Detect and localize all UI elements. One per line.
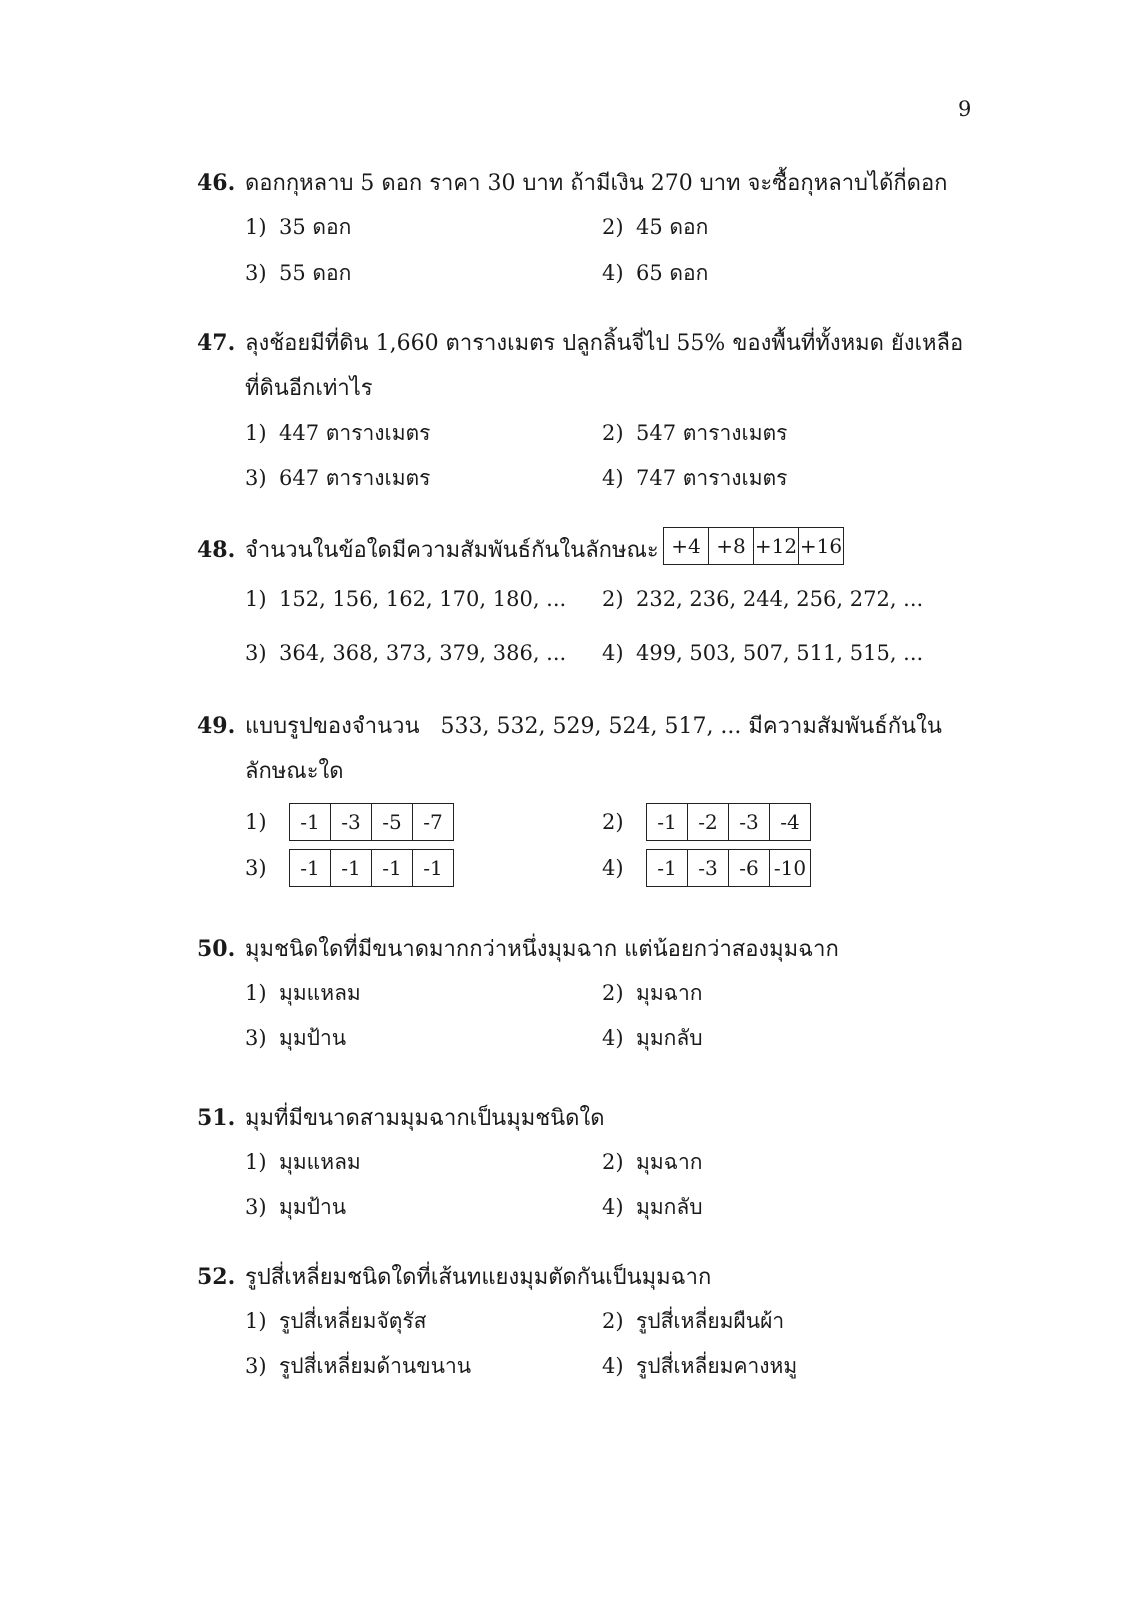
question-text: ดอกกุหลาบ 5 ดอก ราคา 30 บาท ถ้ามีเงิน 270 บาท จะซื้อกุหลาบได้กี่ดอก (245, 171, 948, 196)
question-47 (197, 325, 963, 360)
q47-option-3[interactable]: 3) 647 ตารางเมตร (245, 466, 431, 490)
q50-option-1[interactable]: 1) มุมแหลม (245, 981, 361, 1005)
q48-option-3[interactable]: 3) 364, 368, 373, 379, 386, ... (245, 641, 567, 665)
question-text: มุมชนิดใดที่มีขนาดมากกว่าหนึ่งมุมฉาก แต่น้อยกว่าสองมุมฉาก (245, 937, 839, 962)
question-50 (197, 931, 839, 966)
question-46 (197, 165, 948, 200)
question-number: 49. (197, 713, 236, 739)
q48-option-1[interactable]: 1) 152, 156, 162, 170, 180, ... (245, 587, 567, 611)
q51-option-2[interactable]: 2) มุมฉาก (602, 1150, 703, 1174)
q48-option-2[interactable]: 2) 232, 236, 244, 256, 272, ... (602, 587, 924, 611)
q50-option-2[interactable]: 2) มุมฉาก (602, 981, 703, 1005)
q51-option-3[interactable]: 3) มุมป้าน (245, 1195, 347, 1219)
page-number: 9 (958, 97, 972, 121)
question-text: มุมที่มีขนาดสามมุมฉากเป็นมุมชนิดใด (245, 1106, 605, 1131)
q52-option-4[interactable]: 4) รูปสี่เหลี่ยมคางหมู (602, 1354, 798, 1378)
question-number: 51. (197, 1105, 236, 1131)
question-49-continuation: ลักษณะใด (245, 759, 344, 784)
q48-option-4[interactable]: 4) 499, 503, 507, 511, 515, ... (602, 641, 924, 665)
q46-option-4[interactable]: 4) 65 ดอก (602, 261, 709, 285)
question-text: รูปสี่เหลี่ยมชนิดใดที่เส้นทแยงมุมตัดกันเป็นมุมฉาก (245, 1265, 712, 1290)
question-48 (197, 532, 659, 567)
question-number: 48. (197, 537, 236, 563)
question-text: จำนวนในข้อใดมีความสัมพันธ์กันในลักษณะ (245, 538, 659, 563)
q49-option-2[interactable]: 2) -1 -2 -3 -4 (602, 803, 811, 841)
question-text: ลุงช้อยมีที่ดิน 1,660 ตารางเมตร ปลูกลิ้นจี่ไป 55% ของพื้นที่ทั้งหมด ยังเหลือ (245, 331, 964, 356)
q47-option-4[interactable]: 4) 747 ตารางเมตร (602, 466, 788, 490)
pattern-box: +16 (798, 528, 843, 564)
pattern-box: +12 (753, 528, 798, 564)
q52-option-1[interactable]: 1) รูปสี่เหลี่ยมจัตุรัส (245, 1309, 427, 1333)
q51-option-4[interactable]: 4) มุมกลับ (602, 1195, 703, 1219)
option-boxes: -1 -3 -5 -7 (289, 803, 454, 841)
q46-option-3[interactable]: 3) 55 ดอก (245, 261, 352, 285)
question-number: 47. (197, 330, 236, 356)
q47-option-2[interactable]: 2) 547 ตารางเมตร (602, 421, 788, 445)
pattern-boxes (663, 527, 844, 565)
question-47-continuation: ที่ดินอีกเท่าไร (245, 376, 373, 401)
q46-option-1[interactable]: 1) 35 ดอก (245, 215, 352, 239)
pattern-box: +8 (708, 528, 753, 564)
q49-option-4[interactable]: 4) -1 -3 -6 -10 (602, 849, 811, 887)
q51-option-1[interactable]: 1) มุมแหลม (245, 1150, 361, 1174)
question-51 (197, 1100, 605, 1135)
question-text: แบบรูปของจำนวน 533, 532, 529, 524, 517, ... มีความสัมพันธ์กันใน (245, 714, 942, 739)
question-number: 52. (197, 1264, 236, 1290)
pattern-box: +4 (671, 534, 701, 558)
q49-option-3[interactable]: 3) -1 -1 -1 -1 (245, 849, 454, 887)
q50-option-3[interactable]: 3) มุมป้าน (245, 1026, 347, 1050)
q46-option-2[interactable]: 2) 45 ดอก (602, 215, 709, 239)
question-number: 50. (197, 936, 236, 962)
question-49 (197, 708, 942, 743)
option-boxes: -1 -3 -6 -10 (646, 849, 811, 887)
option-boxes: -1 -2 -3 -4 (646, 803, 811, 841)
q50-option-4[interactable]: 4) มุมกลับ (602, 1026, 703, 1050)
option-boxes: -1 -1 -1 -1 (289, 849, 454, 887)
q52-option-3[interactable]: 3) รูปสี่เหลี่ยมด้านขนาน (245, 1354, 472, 1378)
question-52 (197, 1259, 711, 1294)
question-number: 46. (197, 170, 236, 196)
q52-option-2[interactable]: 2) รูปสี่เหลี่ยมผืนผ้า (602, 1309, 785, 1333)
q47-option-1[interactable]: 1) 447 ตารางเมตร (245, 421, 431, 445)
q49-option-1[interactable]: 1) -1 -3 -5 -7 (245, 803, 454, 841)
